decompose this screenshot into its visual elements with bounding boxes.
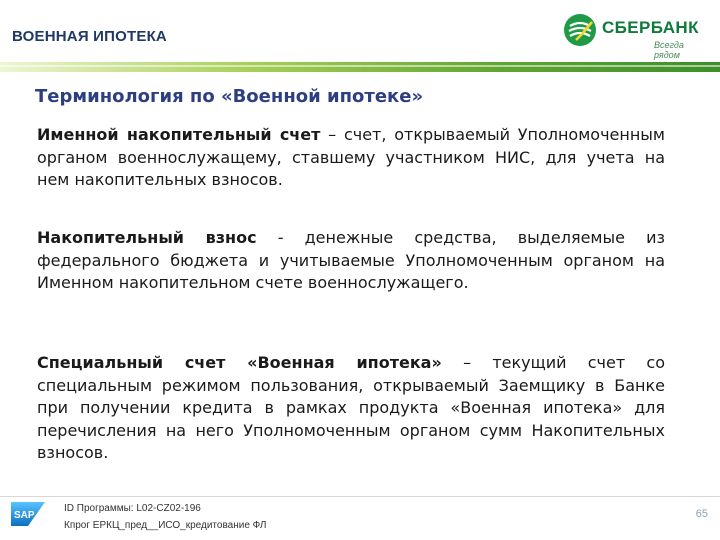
term-definition: – текущий счет со специальным режимом пользования, открываемый Заемщику в Банке при получении кредита в рамках продукта «Военная ипотека» для перечисления на него Уполномоченным органом сумм Накопительных взносов.	[37, 353, 665, 462]
sberbank-logo	[562, 12, 712, 60]
sberbank-logo-icon	[562, 12, 598, 48]
term-definition-paragraph	[37, 352, 665, 465]
svg-text:SAP: SAP	[14, 510, 35, 521]
sap-logo-icon	[11, 502, 45, 526]
slide-title: Терминология по «Военной ипотеке»	[35, 86, 424, 107]
term-definition: – счет, открываемый Уполномоченным органом военнослужащему, ставшему участником НИС, для учета на нем накопительных взносов.	[37, 125, 665, 189]
program-id: ID Программы: L02-CZ02-196	[64, 503, 201, 514]
page-number: 65	[695, 508, 708, 520]
header-title: ВОЕННАЯ ИПОТЕКА	[12, 28, 167, 45]
brand-slogan: Всегда рядом	[654, 40, 684, 60]
term-definition-paragraph	[37, 227, 665, 295]
header-divider-band	[0, 62, 720, 72]
term-definition: - денежные средства, выделяемые из федерального бюджета и учитываемые Уполномоченным органом на Именном накопительном счете военнослужащего.	[37, 228, 665, 292]
term-definition-paragraph	[37, 124, 665, 192]
course-name: Кпрог ЕРКЦ_пред__ИСО_кредитование ФЛ	[64, 520, 267, 531]
term-name: Именной накопительный счет	[37, 125, 321, 144]
footer-divider	[0, 496, 720, 497]
brand-name: СБЕРБАНК	[602, 18, 699, 37]
term-name: Специальный счет «Военная ипотека»	[37, 353, 442, 372]
term-name: Накопительный взнос	[37, 228, 257, 247]
